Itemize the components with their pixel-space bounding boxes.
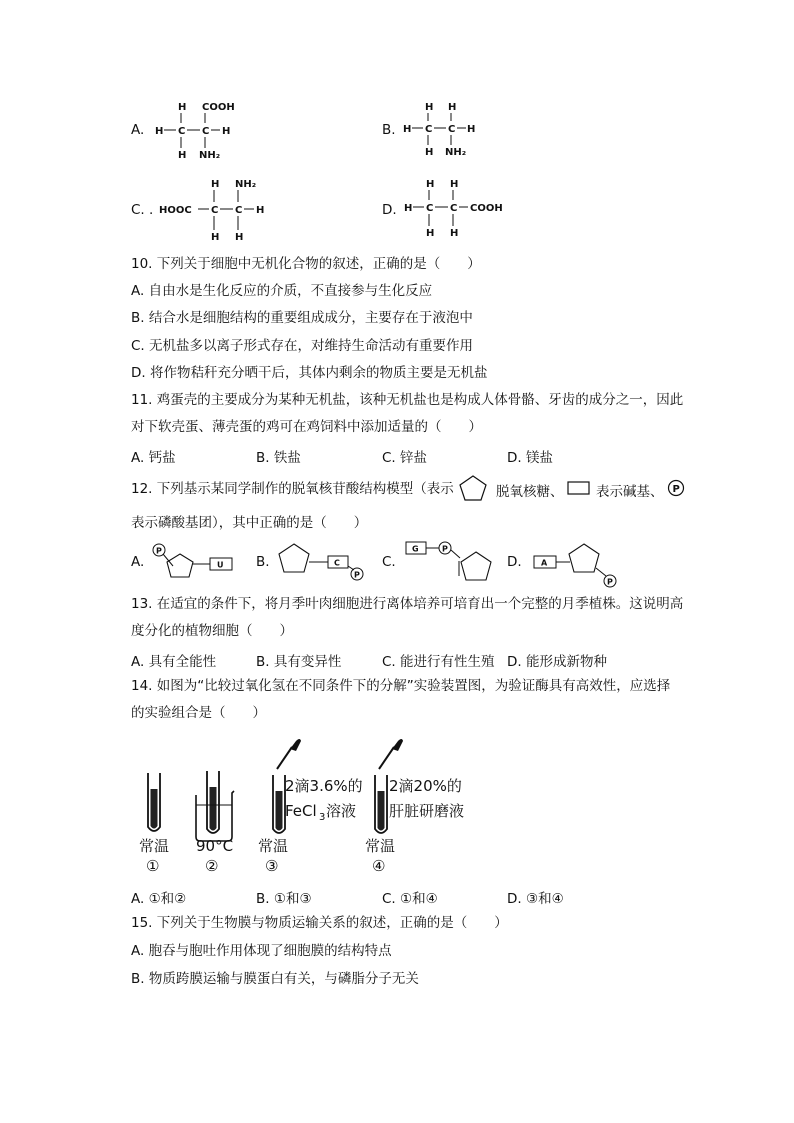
atom: HOOC bbox=[159, 205, 192, 216]
q12-model-d bbox=[530, 538, 630, 594]
q13-option-c: C. 能进行有性生殖 bbox=[382, 654, 495, 670]
q11-stem-line1: 11. 鸡蛋壳的主要成分为某种无机盐，该种无机盐也是构成人体骨骼、牙齿的成分之一，因此 bbox=[131, 392, 684, 408]
atom: H bbox=[425, 102, 434, 113]
atom: H bbox=[450, 179, 459, 190]
q13-stem-line1: 13. 在适宜的条件下，将月季叶肉细胞进行离体培养可培育出一个完整的月季植株。这说明高 bbox=[131, 596, 684, 612]
drop4-label-line2: 肝脏研磨液 bbox=[389, 802, 465, 820]
atom: NH₂ bbox=[235, 179, 257, 190]
atom: C bbox=[202, 126, 210, 137]
q15-stem: 15. 下列关于生物膜与物质运输关系的叙述，正确的是（ ） bbox=[131, 915, 508, 931]
atom: C bbox=[211, 205, 219, 216]
atom: H bbox=[448, 102, 457, 113]
atom: COOH bbox=[470, 203, 503, 214]
q15-option-b: B. 物质跨膜运输与膜蛋白有关，与磷脂分子无关 bbox=[131, 971, 419, 987]
svg-text:A: A bbox=[541, 558, 548, 568]
atom: H bbox=[450, 228, 459, 239]
atom: C bbox=[426, 203, 434, 214]
tube2-number: ② bbox=[205, 857, 219, 875]
atom: H bbox=[211, 179, 220, 190]
atom: H bbox=[211, 232, 220, 243]
q12-stem-part3: 表示碱基、 bbox=[596, 484, 664, 500]
atom: H bbox=[425, 147, 434, 158]
q9-option-b-label: B. bbox=[382, 122, 396, 138]
tube3-condition: 常温 bbox=[258, 837, 289, 855]
svg-text:P: P bbox=[672, 484, 680, 495]
svg-text:G: G bbox=[412, 544, 419, 554]
atom: COOH bbox=[202, 102, 235, 113]
tube3-number: ③ bbox=[265, 857, 279, 875]
tube1-condition: 常温 bbox=[139, 837, 170, 855]
q13-stem-line2: 度分化的植物细胞（ ） bbox=[131, 623, 293, 639]
q12-stem-line2: 表示磷酸基团），其中正确的是（ ） bbox=[131, 515, 368, 531]
atom: H bbox=[178, 150, 187, 161]
q14-apparatus-figure bbox=[130, 735, 530, 875]
tube4-condition: 常温 bbox=[365, 837, 396, 855]
q12-option-d-label: D. bbox=[507, 554, 522, 570]
q11-option-a: A. 钙盐 bbox=[131, 450, 176, 466]
q12-option-b-label: B. bbox=[256, 554, 270, 570]
atom: C bbox=[178, 126, 186, 137]
q13-option-d: D. 能形成新物种 bbox=[507, 654, 607, 670]
q9-option-d-label: D. bbox=[382, 202, 397, 218]
q9-option-c-label: C. . bbox=[131, 202, 154, 218]
q10-option-c: C. 无机盐多以离子形式存在，对维持生命活动有重要作用 bbox=[131, 338, 474, 354]
drop3-label-line2b: 溶液 bbox=[326, 802, 357, 820]
drop3-label-line2a: FeCl bbox=[285, 802, 317, 820]
svg-text:P: P bbox=[607, 577, 613, 587]
q10-option-a: A. 自由水是生化反应的介质，不直接参与生化反应 bbox=[131, 283, 433, 299]
q9-formula-c bbox=[157, 174, 277, 246]
atom: C bbox=[235, 205, 243, 216]
svg-text:P: P bbox=[442, 544, 448, 554]
atom: H bbox=[404, 203, 413, 214]
q14-option-c: C. ①和④ bbox=[382, 891, 438, 907]
q11-stem-line2: 对下软壳蛋、薄壳蛋的鸡可在鸡饲料中添加适量的（ ） bbox=[131, 419, 482, 435]
q12-option-a-label: A. bbox=[131, 554, 145, 570]
atom: C bbox=[450, 203, 458, 214]
test-tube-1 bbox=[148, 773, 160, 831]
q11-option-d: D. 镁盐 bbox=[507, 450, 553, 466]
q13-option-a: A. 具有全能性 bbox=[131, 654, 217, 670]
phosphate-circle-icon bbox=[667, 479, 685, 497]
svg-text:P: P bbox=[156, 546, 162, 556]
atom: H bbox=[155, 126, 164, 137]
q10-stem: 10. 下列关于细胞中无机化合物的叙述，正确的是（ ） bbox=[131, 256, 481, 272]
q14-stem-line2: 的实验组合是（ ） bbox=[131, 705, 266, 721]
q9-formula-b bbox=[400, 96, 500, 166]
q12-model-b bbox=[276, 540, 368, 590]
q10-option-d: D. 将作物秸秆充分晒干后，其体内剩余的物质主要是无机盐 bbox=[131, 365, 488, 381]
q9-formula-d bbox=[401, 174, 516, 246]
atom: H bbox=[256, 205, 265, 216]
atom: C bbox=[448, 124, 456, 135]
drop3-subscript: 3 bbox=[319, 812, 326, 823]
tube1-number: ① bbox=[146, 857, 160, 875]
q11-option-c: C. 锌盐 bbox=[382, 450, 428, 466]
rectangle-icon bbox=[567, 481, 591, 495]
atom: H bbox=[426, 179, 435, 190]
drop4-label-line1: 2滴20%的 bbox=[389, 777, 462, 795]
tube2-condition: 90°C bbox=[196, 837, 234, 855]
q11-option-b: B. 铁盐 bbox=[256, 450, 301, 466]
atom: H bbox=[178, 102, 187, 113]
atom: NH₂ bbox=[445, 147, 467, 158]
q15-option-a: A. 胞吞与胞吐作用体现了细胞膜的结构特点 bbox=[131, 943, 392, 959]
q12-model-c bbox=[401, 536, 496, 592]
drop3-label-line1: 2滴3.6%的 bbox=[285, 777, 363, 795]
q12-stem-part1: 12. 下列基示某同学制作的脱氧核苷酸结构模型（表示 bbox=[131, 481, 454, 497]
q9-option-a-label: A. bbox=[131, 122, 145, 138]
q14-option-b: B. ①和③ bbox=[256, 891, 312, 907]
tube4-number: ④ bbox=[372, 857, 386, 875]
q12-model-a bbox=[150, 540, 240, 590]
atom: H bbox=[403, 124, 412, 135]
q10-option-b: B. 结合水是细胞结构的重要组成成分，主要存在于液泡中 bbox=[131, 310, 473, 326]
q9-formula-a bbox=[150, 96, 260, 166]
svg-text:C: C bbox=[334, 558, 340, 568]
svg-text:P: P bbox=[354, 570, 360, 580]
q14-stem-line1: 14. 如图为“比较过氧化氢在不同条件下的分解”实验装置图，为验证酶具有高效性，应选择 bbox=[131, 678, 671, 694]
svg-text:U: U bbox=[217, 560, 224, 570]
atom: H bbox=[467, 124, 476, 135]
test-tube-2-beaker bbox=[196, 771, 234, 841]
pentagon-icon bbox=[457, 473, 489, 503]
atom: NH₂ bbox=[199, 150, 221, 161]
atom: H bbox=[222, 126, 231, 137]
q14-option-a: A. ①和② bbox=[131, 891, 187, 907]
atom: C bbox=[425, 124, 433, 135]
q13-option-b: B. 具有变异性 bbox=[256, 654, 342, 670]
q14-option-d: D. ③和④ bbox=[507, 891, 564, 907]
atom: H bbox=[235, 232, 244, 243]
q12-option-c-label: C. bbox=[382, 554, 396, 570]
q12-stem-part2: 脱氧核糖、 bbox=[496, 484, 564, 500]
atom: H bbox=[426, 228, 435, 239]
